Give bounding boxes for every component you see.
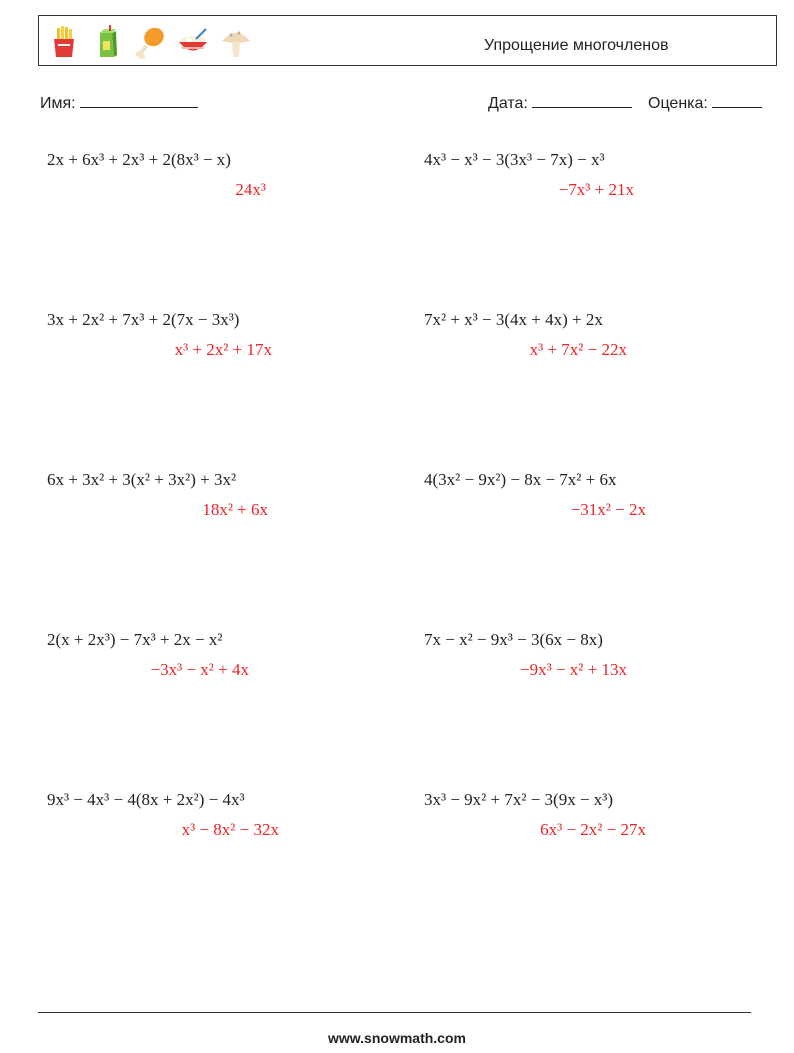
problem-expression: 9x³ − 4x³ − 4(8x + 2x²) − 4x³ [47,790,245,809]
problem-expression: 4(3x² − 9x²) − 8x − 7x² + 6x [424,470,617,489]
problem-expression: 7x − x² − 9x³ − 3(6x − 8x) [424,630,603,649]
date-field [488,93,632,113]
problem-expression: 3x³ − 9x² + 7x² − 3(9x − x³) [424,790,614,809]
problem-expression: 7x² + x³ − 3(4x + 4x) + 2x [424,310,603,329]
problem-answer: x³ + 7x² − 22x [529,340,627,359]
date-label: Дата: [488,95,528,112]
problem-answer: 24x³ [235,180,266,199]
date-blank[interactable] [532,93,632,108]
header-icons [47,23,253,61]
chicken-leg-icon [133,25,167,59]
grade-field [648,93,762,113]
grade-label: Оценка: [648,95,708,112]
problem-answer: −31x² − 2x [570,500,646,519]
problem-answer: −9x³ − x² + 13x [520,660,627,679]
problem-answer: 18x² + 6x [202,500,268,519]
problem-answer: x³ − 8x² − 32x [181,820,279,839]
problem-answer: −3x³ − x² + 4x [150,660,249,679]
problem-answer: −7x³ + 21x [558,180,634,199]
name-label: Имя: [40,95,76,112]
footer-divider [38,1012,751,1013]
grade-blank[interactable] [712,93,762,108]
problem-expression: 2x + 6x³ + 2x³ + 2(8x³ − x) [47,150,231,169]
footer-site: www.snowmath.com [328,1030,466,1046]
problem-expression: 4x³ − x³ − 3(3x³ − 7x) − x³ [424,150,605,169]
problem-answer: 6x³ − 2x² − 27x [540,820,646,839]
problem-expression: 3x + 2x² + 7x³ + 2(7x − 3x³) [47,310,240,329]
juice-box-icon [90,25,124,59]
fries-icon [47,25,81,59]
problem-expression: 2(x + 2x³) − 7x³ + 2x − x² [47,630,223,649]
problem-answer: x³ + 2x² + 17x [174,340,272,359]
name-field [40,93,198,113]
problem-expression: 6x + 3x² + 3(x² + 3x²) + 3x² [47,470,237,489]
worksheet-header [38,15,777,66]
rice-bowl-icon [176,25,210,59]
name-blank[interactable] [80,93,198,108]
mushroom-icon [219,25,253,59]
worksheet-title: Упрощение многочленов [484,37,669,54]
